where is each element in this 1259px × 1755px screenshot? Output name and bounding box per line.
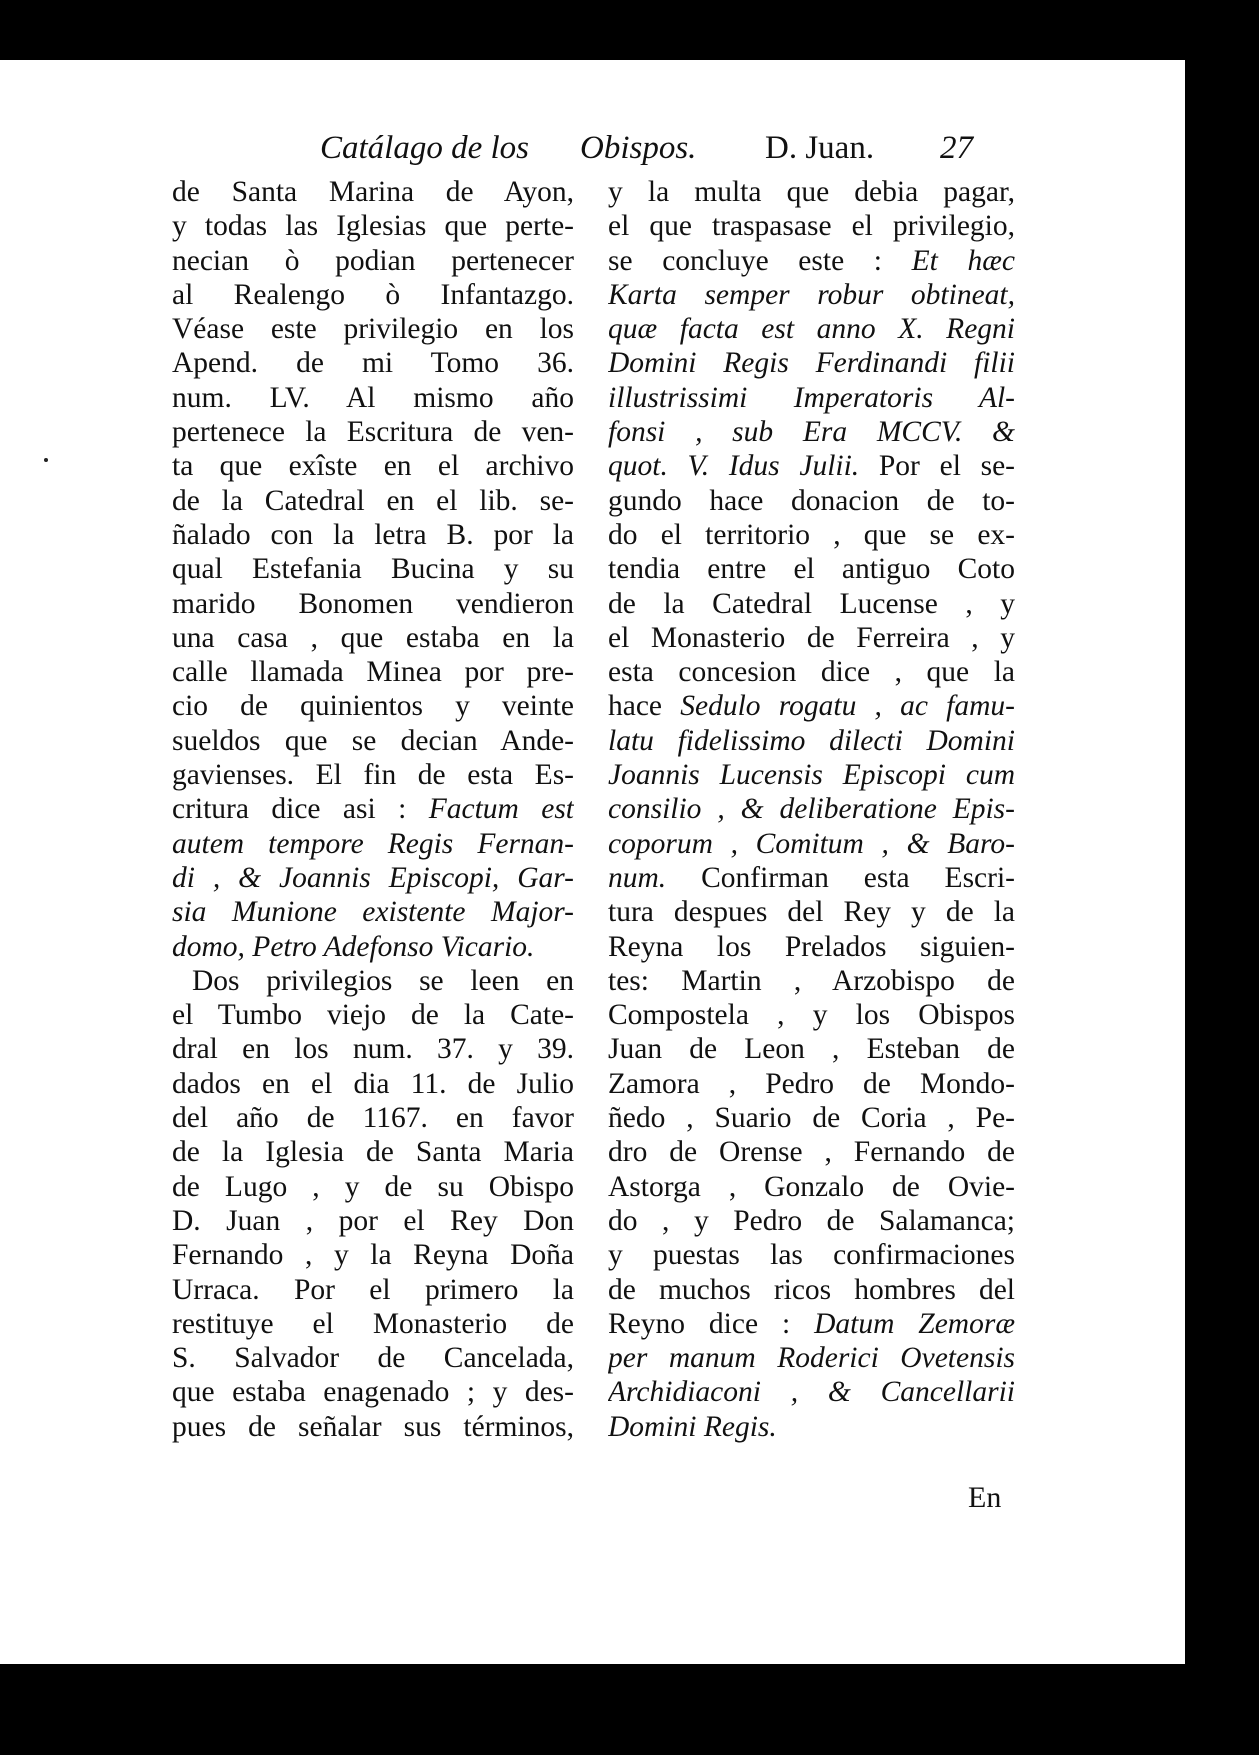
latin-quote: num.: [608, 861, 667, 894]
text-line: gavienses. El fin de esta Es-: [172, 759, 574, 792]
text-span: Reyno dice :: [608, 1307, 815, 1340]
latin-quote-line: Joannis Lucensis Episcopi cum: [608, 759, 1015, 792]
text-line: D. Juan , por el Rey Don: [172, 1204, 574, 1237]
latin-quote-line: fonsi , sub Era MCCV. &: [608, 416, 1015, 449]
text-line: que estaba enagenado ; y des-: [172, 1376, 574, 1409]
text-line: S. Salvador de Cancelada,: [172, 1342, 574, 1375]
text-line: [608, 244, 1015, 278]
text-line: cio de quinientos y veinte: [172, 690, 574, 723]
latin-quote-line: Domini Regis.: [608, 1410, 777, 1443]
latin-quote-line: illustrissimi Imperatoris Al-: [608, 381, 1015, 414]
latin-quote: quot. V. Idus Julii.: [608, 450, 860, 483]
text-line: y la multa que debia pagar,: [608, 176, 1015, 208]
running-header: [320, 124, 1020, 172]
text-span: Confirman esta Escri-: [666, 861, 1015, 894]
text-line: Fernando , y la Reyna Doña: [172, 1239, 574, 1272]
text-line: num. LV. Al mismo año: [172, 381, 574, 414]
text-line: de Santa Marina de Ayon,: [172, 176, 574, 208]
text-line: de la Iglesia de Santa Maria: [172, 1136, 574, 1169]
latin-quote-line: quæ facta est anno X. Regni: [608, 313, 1015, 346]
header-title-part2: Obispos.: [580, 130, 697, 166]
text-line: esta concesion dice , que la: [608, 656, 1015, 689]
text-line: de muchos ricos hombres del: [608, 1273, 1015, 1306]
text-line: tendia entre el antiguo Coto: [608, 553, 1015, 586]
text-line: Véase este privilegio en los: [172, 313, 574, 346]
text-line: del año de 1167. en favor: [172, 1102, 574, 1135]
text-line: el Monasterio de Ferreira , y: [608, 621, 1015, 654]
text-line: necian ò podian pertenecer: [172, 244, 574, 277]
latin-quote: Factum est: [428, 793, 574, 826]
text-line: calle llamada Minea por pre-: [172, 656, 574, 689]
text-line: Urraca. Por el primero la: [172, 1273, 574, 1306]
latin-quote-line: domo, Petro Adefonso Vicario.: [172, 930, 535, 963]
text-column-left: [172, 175, 574, 1444]
text-span: critura dice asi :: [172, 793, 429, 826]
text-line: dados en el dia 11. de Julio: [172, 1067, 574, 1100]
text-line: Zamora , Pedro de Mondo-: [608, 1067, 1015, 1100]
text-line: restituye el Monasterio de: [172, 1307, 574, 1340]
text-line: dral en los num. 37. y 39.: [172, 1033, 574, 1066]
catchword: En: [968, 1481, 1002, 1514]
text-line: dro de Orense , Fernando de: [608, 1136, 1015, 1169]
text-line: tes: Martin , Arzobispo de: [608, 964, 1015, 997]
latin-quote: Sedulo rogatu , ac famu-: [680, 690, 1015, 723]
text-line: el que traspasase el privilegio,: [608, 210, 1015, 243]
text-line: tura despues del Rey y de la: [608, 896, 1015, 929]
text-line: una casa , que estaba en la: [172, 621, 574, 654]
text-line: y todas las Iglesias que perte-: [172, 210, 574, 243]
text-line: de Lugo , y de su Obispo: [172, 1170, 574, 1203]
text-line: [608, 861, 1015, 895]
text-span: se concluye este :: [608, 244, 912, 277]
text-line: [608, 689, 1015, 723]
text-line: Astorga , Gonzalo de Ovie-: [608, 1170, 1015, 1203]
text-line: Compostela , y los Obispos: [608, 999, 1015, 1032]
text-line: gundo hace donacion de to-: [608, 484, 1015, 517]
text-line: al Realengo ò Infantazgo.: [172, 278, 574, 311]
text-line: y puestas las confirmaciones: [608, 1239, 1015, 1272]
text-line: do el territorio , que se ex-: [608, 518, 1015, 551]
text-line: ta que exîste en el archivo: [172, 450, 574, 483]
text-line: pues de señalar sus términos,: [172, 1410, 574, 1443]
text-line: Dos privilegios se leen en: [192, 964, 574, 997]
latin-quote: Datum Zemoræ: [814, 1307, 1015, 1340]
latin-quote-line: Archidiaconi , & Cancellarii: [608, 1376, 1015, 1409]
text-line: Juan de Leon , Esteban de: [608, 1033, 1015, 1066]
page-number: 27: [940, 130, 973, 166]
text-line: Reyna los Prelados siguien-: [608, 930, 1015, 963]
latin-quote-line: consilio , & deliberatione Epis-: [608, 793, 1015, 826]
latin-quote-line: latu fidelissimo dilecti Domini: [608, 724, 1015, 757]
latin-quote-line: Karta semper robur obtineat,: [608, 278, 1015, 311]
text-line: marido Bonomen vendieron: [172, 587, 574, 620]
latin-quote-line: coporum , Comitum , & Baro-: [608, 827, 1015, 860]
text-line: sueldos que se decian Ande-: [172, 724, 574, 757]
latin-quote-line: per manum Roderici Ovetensis: [608, 1342, 1015, 1375]
text-line: [608, 1307, 1015, 1341]
text-line: de la Catedral Lucense , y: [608, 587, 1015, 620]
text-line: el Tumbo viejo de la Cate-: [172, 999, 574, 1032]
text-line: do , y Pedro de Salamanca;: [608, 1204, 1015, 1237]
text-line: Apend. de mi Tomo 36.: [172, 347, 574, 380]
text-line: qual Estefania Bucina y su: [172, 553, 574, 586]
text-column-right: [608, 175, 1015, 1444]
text-span: hace: [608, 690, 681, 723]
latin-quote-line: autem tempore Regis Fernan-: [172, 827, 574, 860]
text-line: pertenece la Escritura de ven-: [172, 416, 574, 449]
text-line: ñedo , Suario de Coria , Pe-: [608, 1102, 1015, 1135]
header-title-part1: Catálago de los: [320, 130, 530, 166]
header-title-part3: D. Juan.: [765, 130, 875, 166]
text-span: Por el se-: [859, 450, 1015, 483]
text-line: de la Catedral en el lib. se-: [172, 484, 574, 517]
latin-quote-line: Domini Regis Ferdinandi filii: [608, 347, 1015, 380]
margin-speck: [44, 458, 48, 462]
text-line: [172, 792, 574, 826]
latin-quote-line: sia Munione existente Major-: [172, 896, 574, 929]
latin-quote-line: di , & Joannis Episcopi, Gar-: [172, 861, 574, 894]
text-line: ñalado con la letra B. por la: [172, 518, 574, 551]
latin-quote: Et hæc: [911, 244, 1015, 277]
text-line: [608, 449, 1015, 483]
